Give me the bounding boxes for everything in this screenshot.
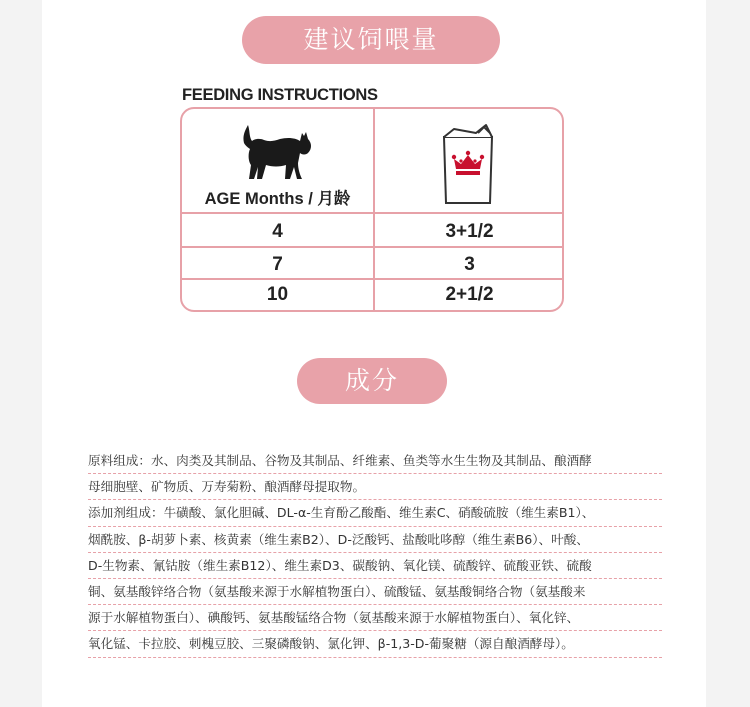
age-cell: 7 <box>272 254 283 275</box>
ingredient-line: 源于水解植物蛋白）、碘酸钙、氨基酸锰络合物（氨基酸来源于水解植物蛋白）、氧化锌、 <box>88 605 662 631</box>
feeding-instructions-title: FEEDING INSTRUCTIONS <box>182 86 378 104</box>
ingredient-line: 母细胞壁、矿物质、万寿菊粉、酿酒酵母提取物。 <box>88 474 662 500</box>
table-divider <box>182 278 562 280</box>
cat-silhouette-icon <box>240 123 316 181</box>
ingredient-line: 添加剂组成：牛磺酸、氯化胆碱、DL-α-生育酚乙酸酯、维生素C、硝酸硫胺（维生素B1）、 <box>88 500 662 526</box>
age-cell: 4 <box>272 221 283 242</box>
amount-cell: 3 <box>464 254 475 275</box>
ingredient-line: 原料组成：水、肉类及其制品、谷物及其制品、纤维素、鱼类等水生生物及其制品、酿酒酵 <box>88 448 662 474</box>
age-cell: 10 <box>266 284 289 305</box>
royal-canin-pouch-icon <box>440 123 496 207</box>
age-months-header: AGE Months / 月龄 <box>204 190 351 208</box>
ingredients-text <box>88 448 662 658</box>
table-divider <box>182 246 562 248</box>
ingredient-line: 氧化锰、卡拉胶、刺槐豆胶、三聚磷酸钠、氯化钾、β-1,3-D-葡聚糖（源自酿酒酵母）。 <box>88 631 662 657</box>
feeding-table <box>180 107 564 312</box>
ingredient-line: D-生物素、氰钴胺（维生素B12）、维生素D3、碳酸钠、氧化镁、硫酸锌、硫酸亚铁、硫酸 <box>88 553 662 579</box>
ingredient-line: 铜、氨基酸锌络合物（氨基酸来源于水解植物蛋白）、硫酸锰、氨基酸铜络合物（氨基酸来 <box>88 579 662 605</box>
content-sheet <box>42 0 706 707</box>
ingredients-heading: 成分 <box>297 358 447 404</box>
feeding-heading: 建议饲喂量 <box>242 16 500 64</box>
table-divider <box>182 212 562 214</box>
amount-cell: 3+1/2 <box>445 221 494 242</box>
amount-cell: 2+1/2 <box>445 284 494 305</box>
ingredient-line: 烟酰胺、β-胡萝卜素、核黄素（维生素B2）、D-泛酸钙、盐酸吡哆醇（维生素B6）、叶酸、 <box>88 527 662 553</box>
